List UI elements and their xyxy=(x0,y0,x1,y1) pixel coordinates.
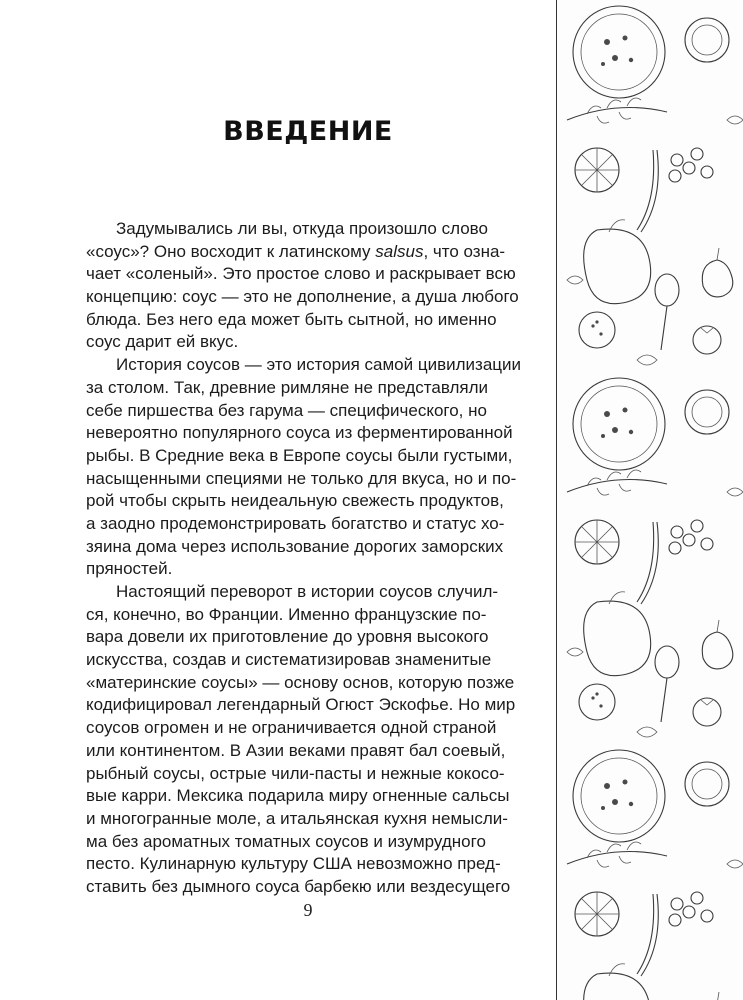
food-sketch-pattern-icon xyxy=(557,0,743,1000)
italic-term: salsus xyxy=(375,241,424,261)
text-line: соус дарит ей вкус. xyxy=(86,332,239,352)
text-line: рой чтобы скрыть неидеальную свежесть продуктов, xyxy=(86,491,504,511)
text-line: ставить без дымного соуса барбекю или вездесущего xyxy=(86,876,511,896)
text-line: Настоящий переворот в истории соусов случил- xyxy=(116,582,499,601)
text-line: и многогранные моле, а итальянская кухня немысли- xyxy=(86,808,508,828)
text-column xyxy=(86,0,530,1000)
text-line: зяина дома через использование дорогих заморских xyxy=(86,536,504,556)
text-line: насыщенными специями не только для вкуса, но и по- xyxy=(86,468,517,488)
text-line: а заодно продемонстрировать богатство и статус хо- xyxy=(86,513,505,533)
text-line: или континентом. В Азии веками правят бал соевый, xyxy=(86,740,506,760)
text-line: рыбы. В Средние века в Европе соусы были густыми, xyxy=(86,445,513,465)
text-line: История соусов — это история самой цивилизации xyxy=(116,355,522,375)
text-line: себе пиршества без гарума — специфического, но xyxy=(86,400,487,420)
text-line: «материнские соусы» — основу основ, которую позже xyxy=(86,672,515,692)
text-line: ма без ароматных томатных соусов и изумрудного xyxy=(86,831,486,851)
text-line: соусов огромен и не ограничивается одной страной xyxy=(86,718,497,738)
text-segment: , что озна- xyxy=(423,241,506,261)
text-line: рыбный соусы, острые чили-пасты и нежные кокосо- xyxy=(86,763,505,783)
text-line: блюда. Без него еда может быть сытной, но именно xyxy=(86,309,497,329)
text-line: ся, конечно, во Франции. Именно французские по- xyxy=(86,604,487,624)
text-line: концепцию: соус — это не дополнение, а душа любого xyxy=(86,287,519,307)
text-line: пряностей. xyxy=(86,559,173,579)
text-line: чает «соленый». Это простое слово и раскрывает всю xyxy=(86,264,516,284)
text-line xyxy=(86,241,530,264)
text-line: кодифицировал легендарный Огюст Эскофье. Но мир xyxy=(86,695,516,715)
text-line: вара довели их приготовление до уровня высокого xyxy=(86,627,489,647)
decorative-illustration-strip xyxy=(556,0,743,1000)
text-line: вые карри. Мексика подарила миру огненные сальсы xyxy=(86,786,510,806)
text-line: за столом. Так, древние римляне не представляли xyxy=(86,377,489,397)
text-line: Задумывались ли вы, откуда произошло слово xyxy=(116,219,488,238)
text-line: песто. Кулинарную культуру США невозможно пред- xyxy=(86,854,501,874)
chapter-title: ВВЕДЕНИЕ xyxy=(223,116,393,147)
text-segment: «соус»? Оно восходит к латинскому xyxy=(86,241,376,261)
text-line: невероятно популярного соуса из ферментированной xyxy=(86,423,513,443)
page-number: 9 xyxy=(303,900,313,920)
body-text xyxy=(86,218,530,899)
text-line: искусства, создав и систематизировав знаменитые xyxy=(86,650,492,670)
